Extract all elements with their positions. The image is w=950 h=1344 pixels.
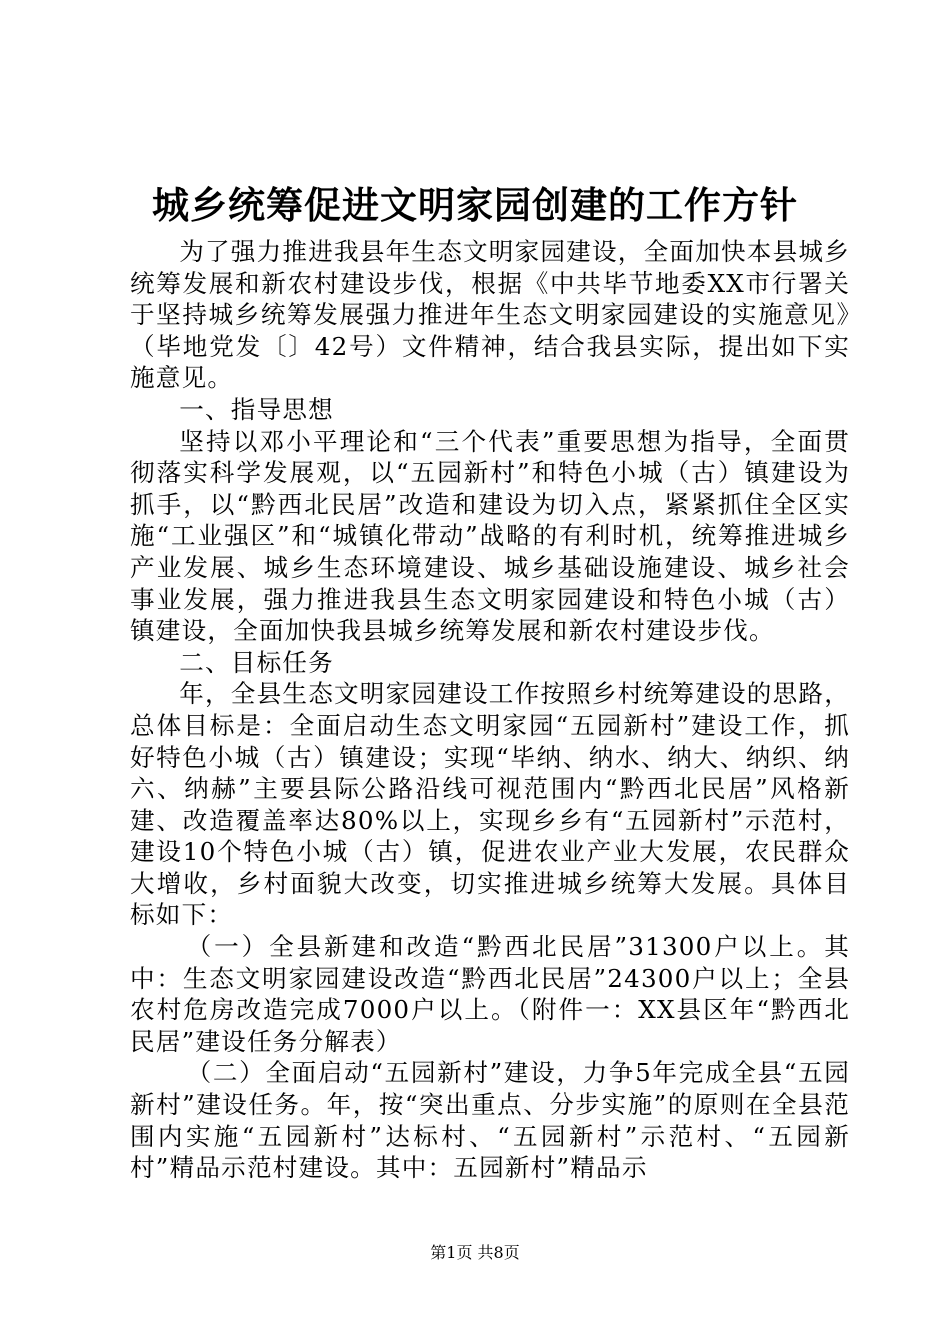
section-heading-goals: 二、目标任务: [179, 647, 334, 677]
intro-paragraph: 为了强力推进我县年生态文明家园建设，全面加快本县城乡统筹发展和新农村建设步伐，根据《中共毕节地委XX市行署关于坚持城乡统筹发展强力推进年生态文明家园建设的实施意见》（毕地党发〔〕42号）文件精神，结合我县实际，提出如下实施意见。: [130, 237, 850, 393]
goal-item-2: （二）全面启动“五园新村”建设，力争5年完成全县“五园新村”建设任务。年，按“突出重点、分步实施”的原则在全县范围内实施“五园新村”达标村、“五园新村”示范村、“五园新村”精品示范村建设。其中：五园新村”精品示: [130, 1058, 850, 1183]
document-title: 城乡统筹促进文明家园创建的工作方针: [152, 184, 798, 227]
goal-item-1: （一）全县新建和改造“黔西北民居”31300户以上。其中：生态文明家园建设改造“黔西北民居”24300户以上；全县农村危房改造完成7000户以上。（附件一：XX县区年“黔西北民居”建设任务分解表）: [130, 932, 850, 1056]
document-body: [130, 236, 850, 1184]
page-footer: 第1页 共8页: [430, 1243, 520, 1262]
goals-paragraph: 年，全县生态文明家园建设工作按照乡村统筹建设的思路，总体目标是：全面启动生态文明家园“五园新村”建设工作，抓好特色小城（古）镇建设；实现“毕纳、纳水、纳大、纳织、纳六、纳赫”主要县际公路沿线可视范围内“黔西北民居”风格新建、改造覆盖率达80%以上，实现乡乡有“五园新村”示范村，建设10个特色小城（古）镇，促进农业产业大发展，农民群众大增收，乡村面貌大改变，切实推进城乡统筹大发展。具体目标如下：: [130, 679, 850, 930]
section-heading-guiding-ideology: 一、指导思想: [179, 394, 334, 424]
guiding-ideology-paragraph: 坚持以邓小平理论和“三个代表”重要思想为指导，全面贯彻落实科学发展观，以“五园新村”和特色小城（古）镇建设为抓手，以“黔西北民居”改造和建设为切入点，紧紧抓住全区实施“工业强区”和“城镇化带动”战略的有利时机，统筹推进城乡产业发展、城乡生态环境建设、城乡基础设施建设、城乡社会事业发展，强力推进我县生态文明家园建设和特色小城（古）镇建设，全面加快我县城乡统筹发展和新农村建设步伐。: [130, 426, 850, 646]
